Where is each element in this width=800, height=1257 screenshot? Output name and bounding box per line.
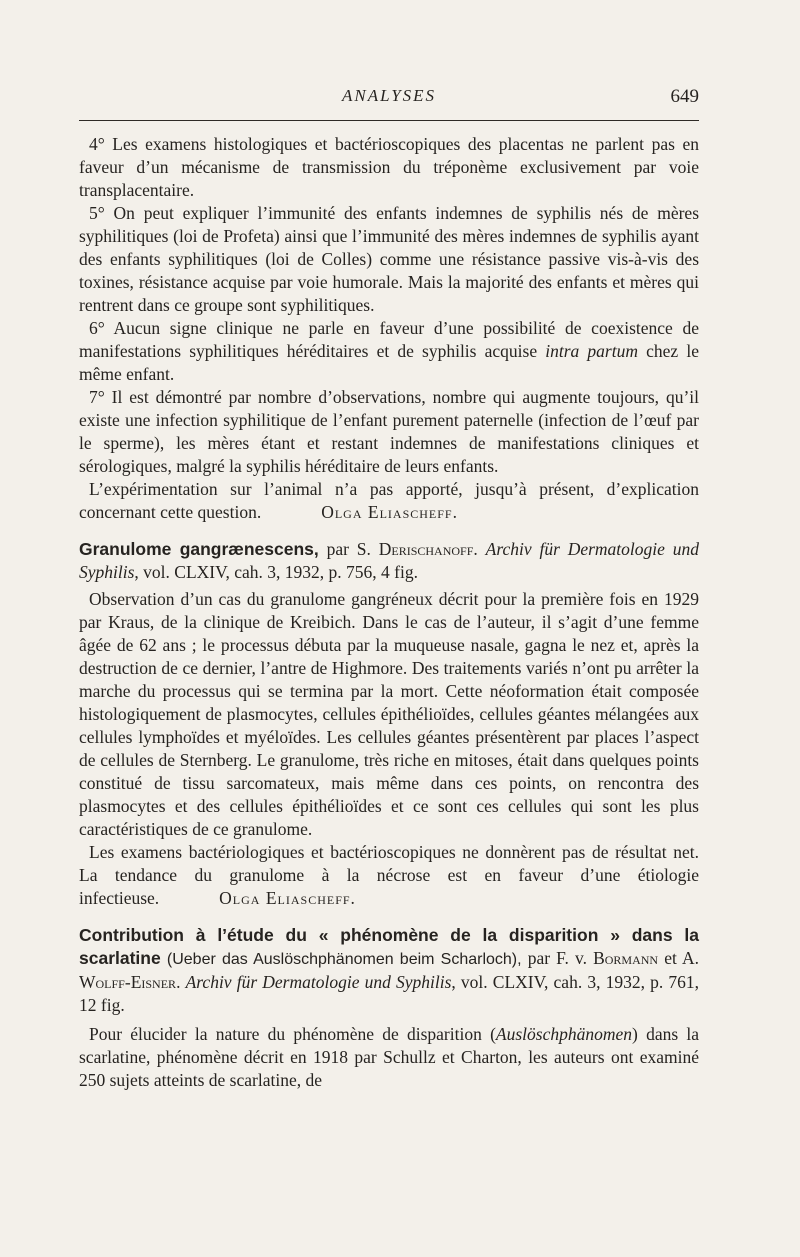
entry-scarlatine bbox=[79, 924, 699, 1092]
signature: Olga Eliascheff. bbox=[321, 502, 458, 522]
conclusion-6 bbox=[79, 317, 699, 386]
entry-paragraph: Observation d’un cas du granulome gangréneux décrit pour la première fois en 1929 par Kraus, de la clinique de Kreibich. Dans le cas de l’auteur, il s’agit d’une femme âgée de 62 ans ; le processus débuta par la muqueuse nasale, gagna le nez et, après la destruction de ce dernier, l’antre de Highmore. Des traitements variés n’ont pu arrêter la marche du processus qui se termina par la mort. Cette néoformation était composée histologiquement de plasmocytes, cellules épithélioïdes, cellules géantes mélangées aux cellules lymphoïdes et myéloïdes. Les cellules géantes présentèrent par places l’aspect de cellules de Sternberg. Le granulome, très riche en mitoses, était dans quelques points constitué de tissu sarcomateux, mais même dans ces points, on rencontra des plasmocytes et des cellules épithélioïdes et ce sont ces cellules qui sont les plus caractéristiques de ce granulome. bbox=[79, 589, 699, 839]
entry-title: Granulome gangrænescens, bbox=[79, 539, 319, 559]
entry-title: Contribution à l’étude du « phénomène de la disparition » dans la scarlatine bbox=[79, 925, 699, 968]
conclusion-6-text-a: 6° Aucun signe clinique ne parle en faveur d’une possibilité de coexistence de manifestations syphilitiques héréditaires et de syphilis acquise bbox=[79, 318, 699, 361]
conclusion-final-text: L’expérimentation sur l’animal n’a pas apporté, jusqu’à présent, d’explication concernant cette question. bbox=[79, 479, 699, 522]
entry-paragraph-text-a: Pour élucider la nature du phénomène de disparition ( bbox=[89, 1024, 496, 1044]
page-number: 649 bbox=[670, 86, 699, 107]
entry-paragraph-text: Les examens bactériologiques et bactérioscopiques ne donnèrent pas de résultat net. La tendance du granulome à la nécrose est en faveur d’une étiologie infectieuse. bbox=[79, 842, 699, 908]
conclusion-5: 5° On peut expliquer l’immunité des enfants indemnes de syphilis nés de mères syphilitiques (loi de Profeta) ainsi que l’immunité des mères indemnes de syphilis ayant des enfants syphilitiques (loi de Colles) comme une résistance passive vis-à-vis des toxines, résistance acquise par voie humorale. Mais la majorité des enfants et mères qui rentrent dans ce groupe sont syphilitiques. bbox=[79, 203, 699, 315]
entry-paragraph bbox=[79, 841, 699, 910]
entry-by: par F. v. bbox=[521, 948, 594, 968]
entry-heading: Contribution à l’étude du « phénomène de la disparition » dans la scarlatine (Ueber das Auslöschphänomen beim Scharloch), par F. v. Bormann et A. Wolff-Eisner. Archiv für Dermatologie und Syphilis, vol. CLXIV, cah. 3, 1932, p. 761, 12 fig. bbox=[79, 925, 699, 1015]
entry-subtitle: (Ueber das Auslöschphänomen beim Scharloch), bbox=[160, 951, 522, 968]
entry-heading: Granulome gangrænescens, par S. Derischanoff. Archiv für Dermatologie und Syphilis, vol. CLXIV, cah. 3, 1932, p. 756, 4 fig. bbox=[79, 539, 699, 582]
entry-author: Bormann bbox=[593, 948, 659, 968]
signature: Olga Eliascheff. bbox=[219, 888, 356, 908]
conclusion-final bbox=[79, 478, 699, 524]
entry-by: par S. bbox=[318, 539, 379, 559]
conclusion-6-text-b: chez le même enfant. bbox=[79, 341, 699, 384]
page-body bbox=[79, 133, 699, 1092]
entry-and: et A. bbox=[658, 948, 699, 968]
entry-ref: , vol. CLXIV, cah. 3, 1932, p. 756, 4 fig. bbox=[134, 562, 418, 582]
conclusion-7: 7° Il est démontré par nombre d’observations, nombre qui augmente toujours, qu’il existe une infection syphilitique de l’enfant purement paternelle (infection de l’œuf par le sperme), les mères étant et restant indemnes de manifestations cliniques et sérologiques, malgré la syphilis héréditaire de leurs enfants. bbox=[79, 387, 699, 476]
running-title: ANALYSES bbox=[341, 86, 437, 105]
conclusion-4: 4° Les examens histologiques et bactérioscopiques des placentas ne parlent pas en faveur d’un mécanisme de transmission du tréponème exclusivement par voie transplacentaire. bbox=[79, 134, 699, 200]
entry-author: Derischanoff bbox=[378, 539, 474, 559]
entry-paragraph-text-b: ) dans la scarlatine, phénomène décrit en 1918 par Schullz et Charton, les auteurs ont examiné 250 sujets atteints de scarlatine, de bbox=[79, 1024, 699, 1090]
entry-paragraph-italic: Auslöschphänomen bbox=[495, 1024, 633, 1044]
entry-journal: Archiv für Dermatologie und Syphilis bbox=[185, 972, 452, 992]
entry-journal: Archiv für Dermatologie und Syphilis bbox=[79, 539, 699, 582]
entry-granulome bbox=[79, 538, 699, 910]
conclusion-6-italic: intra partum bbox=[545, 341, 638, 361]
running-header bbox=[79, 86, 699, 121]
entry-author: Wolff-Eisner bbox=[79, 972, 177, 992]
entry-ref: , vol. CLXIV, cah. 3, 1932, p. 761, 12 fig. bbox=[79, 972, 699, 1015]
entry-paragraph bbox=[79, 1023, 699, 1092]
